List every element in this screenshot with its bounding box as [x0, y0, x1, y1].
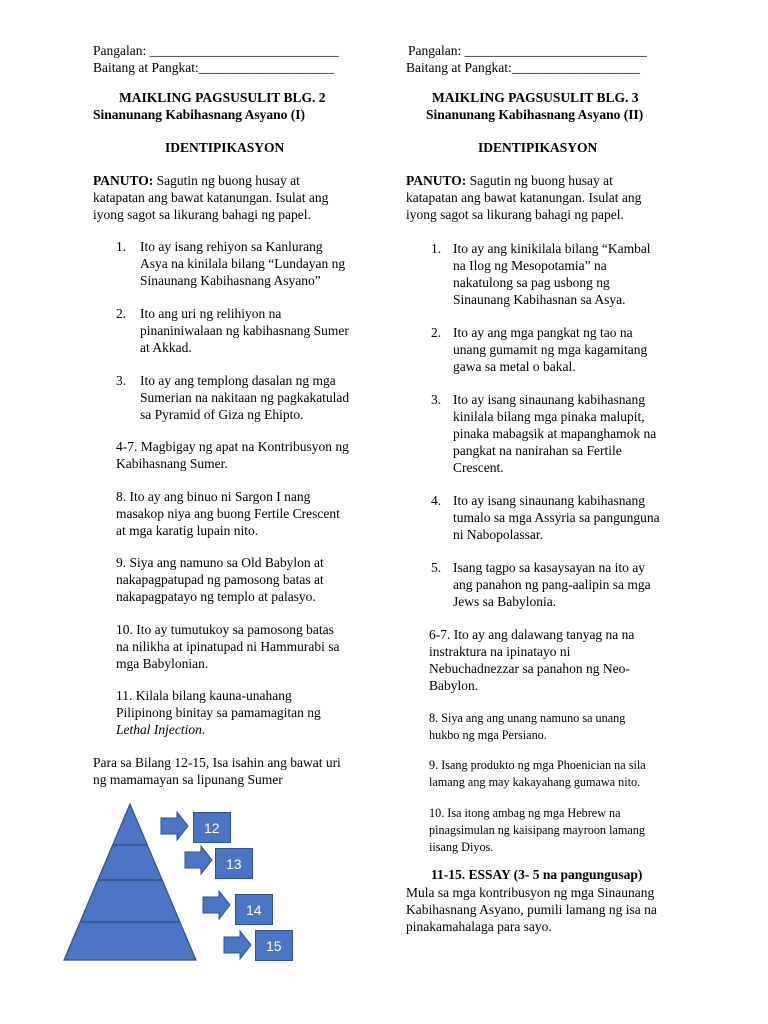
item-text: iisang Diyos. [429, 840, 494, 854]
item-text: pinaniniwalaan ng kabihasnang Sumer [140, 323, 349, 338]
arrow-icon [161, 812, 188, 840]
quiz-subtitle: Sinanunang Kabihasnang Asyano (II) [426, 107, 644, 122]
item-text: Sumerian na nakitaan ng pagkakatulad [140, 390, 350, 405]
essay-instruction: Kabihasnang Asyano, pumili lamang ng isa na [406, 902, 657, 917]
item-text: pinagsimulan ng kaisipang mayroon lamang [429, 823, 645, 837]
item-number: 1. [116, 239, 127, 254]
punctuation: . [201, 722, 206, 737]
directions-line: Sagutin ng buong husay at [466, 173, 613, 188]
item-number: 2. [431, 325, 442, 340]
item-text: Sinaunang Kabihasnan sa Asya. [453, 292, 626, 307]
item-number: 5. [431, 560, 442, 575]
item-text: pangkat na nanirahan sa Fertile [453, 443, 622, 458]
item-number: 3. [431, 392, 442, 407]
essay-title: . ESSAY (3- 5 na pangungusap) [461, 867, 643, 882]
item-text: 9. Isang produkto ng mga Phoenician na sila [429, 758, 646, 772]
item-text: Ito ay ang templong dasalan ng mga [140, 373, 336, 388]
section-title: IDENTIPIKASYON [165, 140, 285, 155]
item-number: 1. [431, 241, 442, 256]
item-text: Nebuchadnezzar sa panahon ng Neo- [429, 661, 630, 676]
arrow-icon [185, 846, 212, 874]
item-text: Ito ay ang mga pangkat ng tao na [453, 325, 633, 340]
item-text: Ito ang uri ng relihiyon na [140, 306, 282, 321]
arrow-icon [224, 931, 251, 959]
item-text: Ito ay isang rehiyon sa Kanlurang [140, 239, 323, 254]
answer-box-12: 12 [193, 812, 231, 843]
item-text: pinaka mabagsik at mapanghamok na [453, 426, 657, 441]
directions-line: Sagutin ng buong husay at [153, 173, 300, 188]
item-text: Asya na kinilala bilang “Lundayan ng [140, 256, 346, 271]
item-text: Ito ay ang kinikilala bilang “Kambal [453, 241, 651, 256]
item-text: nakatulong sa pag usbong ng [453, 275, 610, 290]
answer-box-15: 15 [255, 930, 293, 961]
item-text: ni Nabopolassar. [453, 527, 543, 542]
item-text: Ito ay isang sinaunang kabihasnang [453, 493, 645, 508]
quiz-title: MAIKLING PAGSUSULIT BLG. 3 [432, 90, 639, 105]
item-text: gawa sa metal o bakal. [453, 359, 576, 374]
directions-line: katapatan ang bawat katanungan. Isulat ang [406, 190, 642, 205]
instruction-text: Para sa Bilang 12-15, Isa isahin ang bawat uri [93, 755, 341, 770]
item-text: unang gumamit ng mga kagamitang [453, 342, 648, 357]
section-title: IDENTIPIKASYON [478, 140, 598, 155]
item-text: 10. Ito ay tumutukoy sa pamosong batas [116, 622, 334, 637]
item-text: hukbo ng mga Persiano. [429, 728, 547, 742]
italic-term: Lethal Injection [116, 722, 202, 737]
item-text: Babylon. [429, 678, 479, 693]
essay-instruction: pinakamahalaga para sayo. [406, 919, 552, 934]
directions-label: PANUTO: [93, 173, 154, 188]
item-text: 8. Ito ay ang binuo ni Sargon I nang [116, 489, 311, 504]
item-text: nakapagpatayo ng templo at palasyo. [116, 589, 316, 604]
instruction-text: ng mamamayan sa lipunang Sumer [93, 772, 283, 787]
answer-box-13: 13 [215, 848, 253, 879]
item-text: Pilipinong binitay sa pamamagitan ng [116, 705, 321, 720]
item-text: Crescent. [453, 460, 504, 475]
directions [406, 173, 613, 190]
item-text: 4-7. Magbigay ng apat na Kontribusyon ng [116, 439, 349, 454]
item-text: at Akkad. [140, 340, 192, 355]
item-text: Sinaunang Kabihasnang Asyano” [140, 273, 321, 288]
essay-number-range: 11-15 [431, 867, 462, 882]
answer-box-14: 14 [235, 894, 273, 925]
quiz-subtitle: Sinanunang Kabihasnang Asyano (I) [93, 107, 305, 122]
directions-label: PANUTO: [406, 173, 467, 188]
item-text: Kabihasnang Sumer. [116, 456, 228, 471]
item-text: ang panahon ng pang-aalipin sa mga [453, 577, 651, 592]
quiz-title: MAIKLING PAGSUSULIT BLG. 2 [119, 90, 326, 105]
name-field-label: Pangalan: ___________________________ [408, 43, 647, 58]
item-text: na Ilog ng Mesopotamia” na [453, 258, 607, 273]
name-field-label: Pangalan: ____________________________ [93, 43, 339, 58]
item-text: na nilikha at ipinatupad ni Hammurabi sa [116, 639, 340, 654]
directions-line: iyong sagot sa likurang bahagi ng papel. [406, 207, 624, 222]
item-text: instraktura na ipinatayo ni [429, 644, 571, 659]
item-text: kinilala bilang mga pinaka malupit, [453, 409, 645, 424]
item-text: Jews sa Babylonia. [453, 594, 557, 609]
essay-instruction: Mula sa mga kontribusyon ng mga Sinaunang [406, 885, 655, 900]
item-number: 3. [116, 373, 127, 388]
item-text: mga Babylonian. [116, 656, 209, 671]
grade-section-field-label: Baitang at Pangkat:____________________ [93, 60, 334, 75]
item-text: masakop niya ang buong Fertile Crescent [116, 506, 340, 521]
item-text: Ito ay isang sinaunang kabihasnang [453, 392, 645, 407]
item-text: at mga karatig lupain nito. [116, 523, 259, 538]
item-text: lamang ang may kakayahang gumawa nito. [429, 775, 641, 789]
item-text: 10. Isa itong ambag ng mga Hebrew na [429, 806, 621, 820]
item-text: 11. Kilala bilang kauna-unahang [116, 688, 292, 703]
item-text: Isang tagpo sa kasaysayan na ito ay [453, 560, 645, 575]
essay-heading [431, 867, 642, 884]
directions-line: iyong sagot sa likurang bahagi ng papel. [93, 207, 311, 222]
item-text: tumalo sa mga Assyria sa pangunguna [453, 510, 660, 525]
item-text: 6-7. Ito ay ang dalawang tanyag na na [429, 627, 635, 642]
directions-line: katapatan ang bawat katanungan. Isulat ang [93, 190, 329, 205]
item-text: 9. Siya ang namuno sa Old Babylon at [116, 555, 324, 570]
item-number: 4. [431, 493, 442, 508]
item-number: 2. [116, 306, 127, 321]
arrow-icon [203, 891, 230, 919]
item-text: nakapagpatupad ng pamosong batas at [116, 572, 324, 587]
grade-section-field-label: Baitang at Pangkat:___________________ [406, 60, 640, 75]
item-text: 8. Siya ang ang unang namuno sa unang [429, 711, 626, 725]
item-text: sa Pyramid of Giza ng Ehipto. [140, 407, 304, 422]
